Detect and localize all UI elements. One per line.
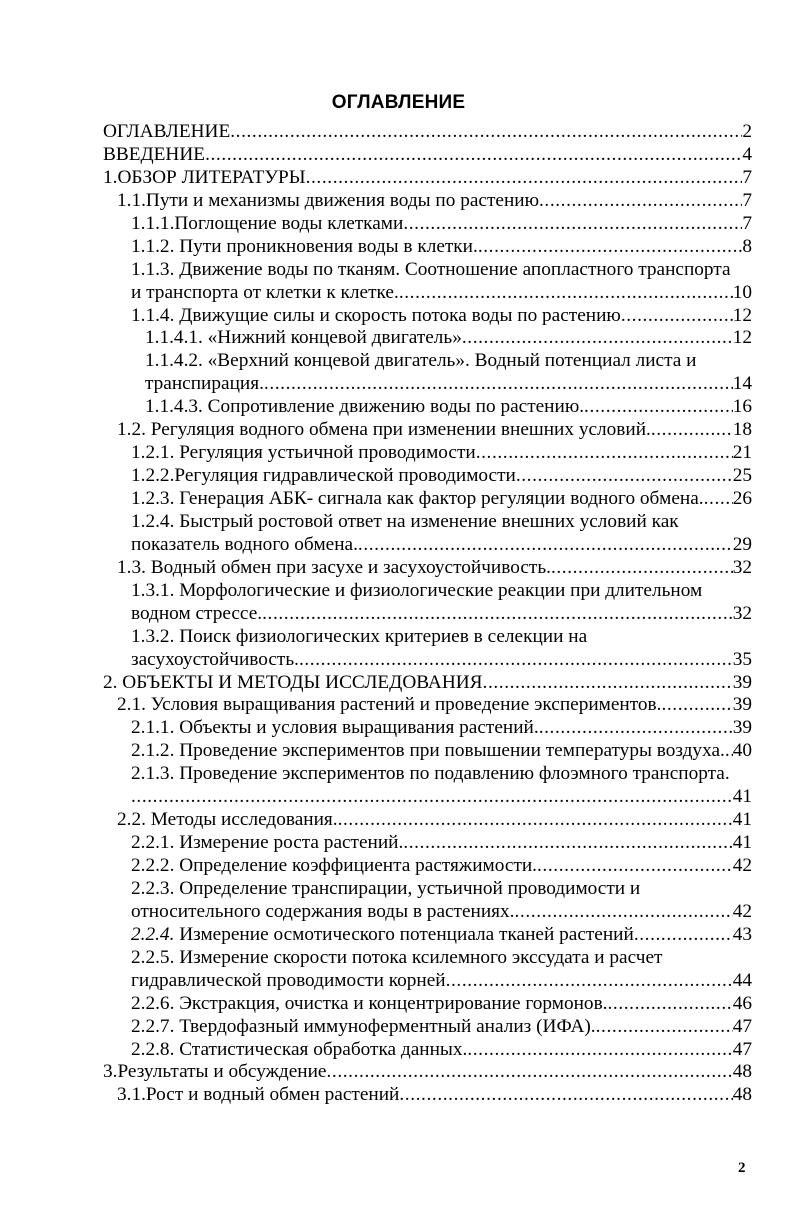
toc-entry-title: ОГЛАВЛЕНИЕ bbox=[103, 121, 231, 142]
toc-entry[interactable] bbox=[103, 924, 752, 947]
dot-leader bbox=[483, 672, 733, 695]
toc-entry[interactable] bbox=[103, 855, 752, 878]
toc-entry[interactable] bbox=[103, 396, 752, 419]
toc-page-number[interactable]: 18 bbox=[732, 419, 752, 441]
toc-entry[interactable] bbox=[103, 672, 752, 695]
toc-entry-title: транспирация. bbox=[145, 373, 264, 395]
toc-entry-title: 2.2. Методы исследования. bbox=[117, 809, 338, 831]
table-of-contents bbox=[103, 121, 752, 1107]
toc-entry[interactable] bbox=[103, 144, 752, 167]
toc-page-number[interactable]: 41 bbox=[732, 832, 752, 854]
toc-entry-line bbox=[131, 488, 752, 511]
toc-page-number[interactable]: 10 bbox=[732, 281, 752, 303]
toc-page-number[interactable]: 41 bbox=[732, 786, 752, 808]
toc-entry-title: 2. ОБЪЕКТЫ И МЕТОДЫ ИССЛЕДОВАНИЯ bbox=[103, 671, 483, 693]
toc-entry-title: 1.1.2. Пути проникновения воды в клетки. bbox=[131, 235, 478, 257]
dot-leader bbox=[537, 855, 733, 878]
dot-leader bbox=[651, 419, 733, 442]
toc-entry[interactable] bbox=[103, 350, 752, 396]
toc-entry[interactable] bbox=[103, 557, 752, 580]
toc-entry-line bbox=[131, 1016, 752, 1039]
toc-entry-line bbox=[131, 993, 752, 1016]
toc-entry[interactable] bbox=[103, 740, 752, 763]
toc-entry-line bbox=[131, 626, 752, 649]
toc-entry-title: 1.2.4. Быстрый ростовой ответ на изменение внешних условий как bbox=[131, 510, 679, 532]
toc-entry-line bbox=[131, 878, 752, 901]
toc-entry[interactable] bbox=[103, 626, 752, 672]
toc-entry-title: 1.2.2.Регуляция гидравлической проводимости bbox=[131, 465, 516, 487]
toc-entry-title: 1.3.2. Поиск физиологических критериев в селекции на bbox=[131, 625, 588, 647]
toc-entry[interactable] bbox=[103, 694, 752, 717]
dot-leader bbox=[358, 534, 733, 557]
toc-page-number[interactable]: 39 bbox=[732, 694, 752, 716]
dot-leader bbox=[299, 649, 733, 672]
toc-entry-title: 2.1.3. Проведение экспериментов по подавлению флоэмного транспорта. bbox=[131, 763, 730, 785]
toc-entry-number: 2.2.4. bbox=[131, 923, 175, 945]
toc-entry-title: 2.2.5. Измерение скорости потока ксилемного экссудата и расчет bbox=[131, 946, 663, 968]
toc-entry-title: гидравлической проводимости корней bbox=[131, 969, 446, 991]
toc-entry-line bbox=[131, 511, 752, 534]
toc-entry-text: Измерение осмотического потенциала тканей растений bbox=[174, 923, 634, 945]
dot-leader bbox=[596, 1016, 733, 1039]
toc-entry[interactable] bbox=[103, 1039, 752, 1062]
toc-page-number[interactable]: 12 bbox=[732, 327, 752, 349]
toc-entry[interactable] bbox=[103, 236, 752, 259]
toc-entry[interactable] bbox=[103, 442, 752, 465]
dot-leader bbox=[608, 993, 733, 1016]
toc-entry[interactable] bbox=[103, 259, 752, 305]
toc-entry-title: 1.1.4.2. «Верхний концевой двигатель». Водный потенциал листа и bbox=[145, 350, 697, 372]
toc-entry-line bbox=[131, 649, 752, 672]
toc-page-number[interactable]: 12 bbox=[732, 304, 752, 326]
toc-entry-title: 1.1.4.3. Сопротивление движению воды по растению. bbox=[145, 396, 585, 418]
dot-leader bbox=[704, 488, 733, 511]
toc-entry-line bbox=[103, 121, 752, 144]
toc-entry-line bbox=[131, 901, 752, 924]
toc-entry-title: показатель водного обмена. bbox=[131, 533, 358, 555]
toc-page-number[interactable]: 14 bbox=[732, 373, 752, 395]
toc-page-number[interactable]: 32 bbox=[732, 556, 752, 578]
toc-entry-title: и транспорта от клетки к клетке. bbox=[131, 281, 399, 303]
toc-entry-line bbox=[131, 305, 752, 328]
toc-entry[interactable] bbox=[103, 327, 752, 350]
toc-page-number[interactable]: 21 bbox=[732, 442, 752, 464]
toc-page-number[interactable]: 47 bbox=[732, 1015, 752, 1037]
dot-leader bbox=[306, 167, 743, 190]
toc-entry-title: 3.1.Рост и водный обмен растений bbox=[117, 1084, 400, 1106]
dot-leader bbox=[403, 832, 732, 855]
toc-entry-line bbox=[131, 580, 752, 603]
toc-entry-title: 1.3.1. Морфологические и физиологические реакции при длительном bbox=[131, 579, 703, 601]
dot-leader bbox=[478, 236, 743, 259]
toc-entry-line bbox=[117, 190, 752, 213]
dot-leader bbox=[476, 442, 733, 465]
page-number: 2 bbox=[738, 1160, 746, 1176]
toc-page-number[interactable]: 26 bbox=[732, 488, 752, 509]
toc-entry[interactable] bbox=[103, 190, 752, 213]
toc-entry-title: 1.1.Пути и механизмы движения воды по растению bbox=[117, 189, 539, 211]
dot-leader bbox=[539, 190, 742, 213]
toc-entry-line bbox=[117, 809, 752, 832]
toc-page-number[interactable]: 46 bbox=[732, 992, 752, 1014]
toc-entry-title: 2.2.1. Измерение роста растений. bbox=[131, 832, 404, 854]
toc-page-number[interactable]: 2 bbox=[742, 121, 752, 142]
toc-entry[interactable] bbox=[103, 305, 752, 328]
toc-entry[interactable] bbox=[103, 1084, 752, 1107]
toc-page-number[interactable]: 39 bbox=[732, 671, 752, 693]
toc-entry-line bbox=[131, 465, 752, 488]
toc-entry-title: 1.1.1.Поглощение воды клетками bbox=[131, 212, 404, 234]
toc-entry-line bbox=[145, 327, 752, 350]
page-title: ОГЛАВЛЕНИЕ bbox=[331, 92, 466, 113]
toc-entry[interactable] bbox=[103, 878, 752, 924]
dot-leader bbox=[399, 282, 733, 305]
dot-leader bbox=[262, 603, 733, 626]
toc-entry-line bbox=[131, 442, 752, 465]
toc-entry-title: 2.2.3. Определение транспирации, устьичной проводимости и bbox=[131, 877, 641, 899]
toc-entry[interactable] bbox=[103, 121, 752, 144]
toc-entry-line bbox=[117, 557, 752, 580]
toc-entry-title: 1.2.3. Генерация АБК- сигнала как фактор регуляции водного обмена. bbox=[131, 488, 704, 509]
toc-entry[interactable] bbox=[103, 488, 752, 511]
toc-entry-title: 2.2.8. Статистическая обработка данных. bbox=[131, 1038, 468, 1060]
toc-entry-title: 1.2. Регуляция водного обмена при изменении внешних условий. bbox=[117, 419, 651, 441]
toc-entry-line bbox=[131, 855, 752, 878]
toc-entry-line bbox=[103, 1061, 752, 1084]
toc-entry-title: относительного содержания воды в растениях. bbox=[131, 900, 515, 922]
toc-entry-line bbox=[131, 786, 752, 809]
toc-entry-line bbox=[131, 970, 752, 993]
toc-entry-line bbox=[131, 236, 752, 259]
dot-leader bbox=[446, 970, 733, 993]
toc-page-number[interactable]: 4 bbox=[742, 143, 752, 165]
toc-page-number[interactable]: 32 bbox=[732, 602, 752, 624]
toc-entry-line bbox=[131, 924, 752, 947]
toc-entry-title: 1.1.3. Движение воды по тканям. Соотношение апопластного транспорта bbox=[131, 258, 731, 280]
toc-entry-line bbox=[131, 717, 752, 740]
toc-entry-title: засухоустойчивость. bbox=[131, 648, 299, 670]
toc-entry-title: ВВЕДЕНИЕ bbox=[103, 143, 206, 165]
toc-entry[interactable] bbox=[103, 465, 752, 488]
toc-entry-line bbox=[131, 282, 752, 305]
toc-entry-line bbox=[145, 396, 752, 419]
toc-entry[interactable] bbox=[103, 213, 752, 236]
toc-entry-line bbox=[131, 603, 752, 626]
toc-entry-line bbox=[131, 213, 752, 236]
toc-page-number[interactable]: 29 bbox=[732, 533, 752, 555]
toc-entry-line bbox=[145, 373, 752, 396]
toc-entry-line bbox=[131, 534, 752, 557]
toc-entry-line bbox=[131, 740, 752, 763]
toc-entry-line bbox=[103, 672, 752, 695]
toc-entry-title: 2.1. Условия выращивания растений и проведение экспериментов. bbox=[117, 694, 662, 716]
dot-leader bbox=[399, 1084, 732, 1107]
dot-leader bbox=[230, 121, 742, 144]
toc-entry[interactable] bbox=[103, 580, 752, 626]
toc-page-number[interactable]: 40 bbox=[732, 740, 752, 762]
toc-page-number[interactable]: 7 bbox=[742, 212, 752, 234]
toc-entry[interactable] bbox=[103, 167, 752, 190]
toc-entry-line bbox=[131, 947, 752, 970]
toc-page-number[interactable]: 44 bbox=[732, 969, 752, 991]
toc-page-number[interactable]: 48 bbox=[732, 1084, 752, 1106]
dot-leader bbox=[131, 786, 733, 809]
toc-entry-title: водном стрессе. bbox=[131, 602, 263, 624]
toc-page-number[interactable]: 25 bbox=[732, 465, 752, 487]
toc-entry-line bbox=[131, 259, 752, 282]
toc-entry-title: 2.2.7. Твердофазный иммуноферментный анализ (ИФА). bbox=[131, 1015, 596, 1037]
dot-leader bbox=[403, 213, 742, 236]
toc-entry-title: 2.2.6. Экстракция, очистка и концентрирование гормонов. bbox=[131, 992, 608, 1014]
dot-leader bbox=[515, 901, 733, 924]
toc-entry-line bbox=[145, 350, 752, 373]
toc-page-number[interactable]: 48 bbox=[732, 1061, 752, 1083]
dot-leader bbox=[467, 1039, 732, 1062]
toc-entry-title: 1.2.1. Регуляция устьичной проводимости bbox=[131, 442, 476, 464]
dot-leader bbox=[725, 740, 733, 763]
dot-leader bbox=[327, 1061, 733, 1084]
dot-leader bbox=[462, 327, 733, 350]
toc-page-number[interactable]: 42 bbox=[732, 855, 752, 876]
toc-page-number[interactable]: 35 bbox=[732, 648, 752, 670]
toc-entry[interactable] bbox=[103, 832, 752, 855]
toc-page-number[interactable]: 16 bbox=[732, 396, 752, 418]
toc-page-number[interactable]: 8 bbox=[742, 235, 752, 257]
toc-page-number[interactable]: 47 bbox=[732, 1038, 752, 1060]
dot-leader bbox=[584, 396, 733, 419]
toc-entry-title: 1.ОБЗОР ЛИТЕРАТУРЫ bbox=[103, 166, 306, 188]
toc-entry-line bbox=[131, 1039, 752, 1062]
dot-leader bbox=[634, 924, 733, 947]
toc-entry[interactable] bbox=[103, 763, 752, 809]
dot-leader bbox=[621, 305, 733, 328]
dot-leader bbox=[264, 373, 733, 396]
toc-entry[interactable] bbox=[103, 947, 752, 993]
dot-leader bbox=[205, 144, 742, 167]
toc-page-number[interactable]: 7 bbox=[742, 166, 752, 188]
toc-entry[interactable] bbox=[103, 511, 752, 557]
toc-entry-title bbox=[131, 924, 634, 947]
toc-entry-line bbox=[117, 419, 752, 442]
toc-page-number[interactable]: 42 bbox=[732, 900, 752, 922]
toc-entry[interactable] bbox=[103, 1061, 752, 1084]
toc-entry[interactable] bbox=[103, 419, 752, 442]
toc-entry[interactable] bbox=[103, 717, 752, 740]
toc-entry-title: 1.1.4. Движущие силы и скорость потока воды по растению bbox=[131, 304, 621, 326]
toc-entry-line bbox=[131, 763, 752, 786]
toc-entry-line bbox=[103, 167, 752, 190]
toc-entry-title: 2.1.1. Объекты и условия выращивания растений. bbox=[131, 717, 539, 739]
dot-leader bbox=[539, 717, 733, 740]
toc-entry[interactable] bbox=[103, 993, 752, 1016]
toc-entry-title: 2.1.2. Проведение экспериментов при повышении температуры воздуха. bbox=[131, 740, 725, 762]
dot-leader bbox=[661, 694, 732, 717]
toc-entry-line bbox=[117, 694, 752, 717]
dot-leader bbox=[516, 465, 733, 488]
dot-leader bbox=[551, 557, 733, 580]
toc-entry-line bbox=[131, 832, 752, 855]
toc-entry-title: 2.2.2. Определение коэффициента растяжимости. bbox=[131, 855, 538, 876]
toc-entry[interactable] bbox=[103, 809, 752, 832]
toc-page-number[interactable]: 39 bbox=[732, 717, 752, 739]
toc-entry-title: 3.Результаты и обсуждение bbox=[103, 1061, 327, 1083]
toc-entry[interactable] bbox=[103, 1016, 752, 1039]
toc-entry-title: 1.3. Водный обмен при засухе и засухоустойчивость. bbox=[117, 556, 551, 578]
toc-page-number[interactable]: 7 bbox=[742, 189, 752, 211]
dot-leader bbox=[338, 809, 733, 832]
toc-entry-line bbox=[103, 144, 752, 167]
toc-entry-line bbox=[117, 1084, 752, 1107]
toc-entry-title: 1.1.4.1. «Нижний концевой двигатель» bbox=[145, 327, 462, 349]
toc-page-number[interactable]: 41 bbox=[732, 809, 752, 831]
toc-page-number[interactable]: 43 bbox=[732, 923, 752, 945]
